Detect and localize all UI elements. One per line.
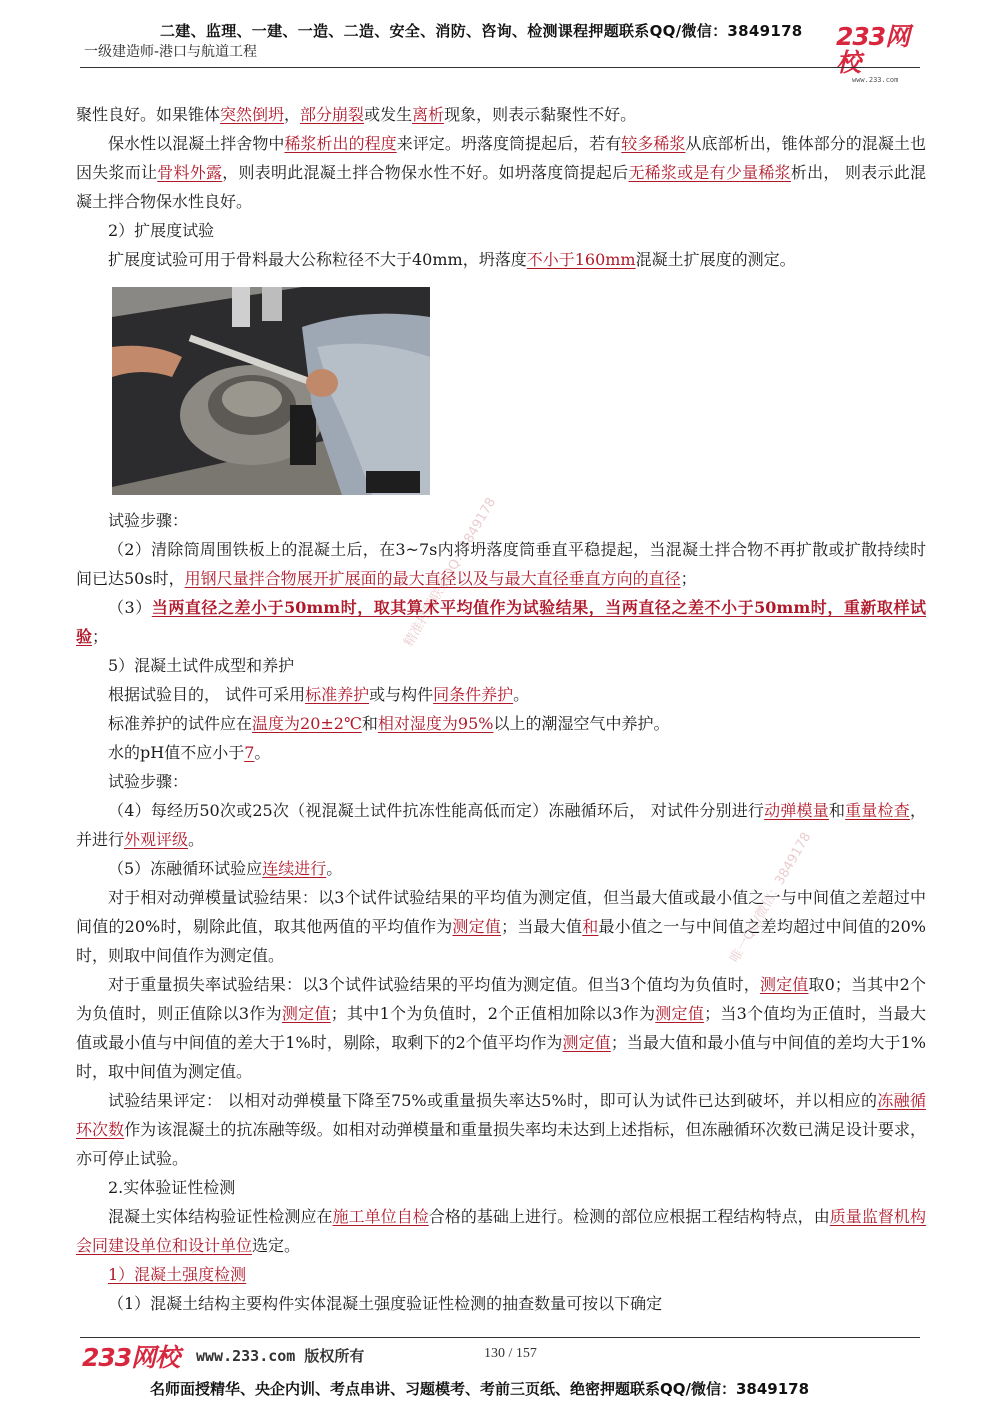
paragraph: 水的pH值不应小于7。 [108, 743, 271, 762]
paragraph: 扩展度试验可用于骨料最大公称粒径不大于40mm，坍落度不小于160mm混凝土扩展度的测定。 [108, 250, 796, 269]
brand-logo [836, 22, 920, 84]
footer-copyright: www.233.com 版权所有 [196, 1347, 365, 1365]
header-subtitle: 一级建造师-港口与航道工程 [84, 44, 258, 60]
section-heading: 2）扩展度试验 [108, 221, 215, 240]
slump-flow-test-photo [112, 287, 430, 495]
header-contact-line: 二建、监理、一建、一造、二造、安全、消防、咨询、检测课程押题联系QQ/微信：3849178 [160, 22, 803, 40]
header-divider [80, 67, 920, 68]
step-item: （3）当两直径之差小于50mm时，取其算术平均值作为试验结果，当两直径之差不小于50mm时，重新取样试验； [76, 598, 926, 646]
footer-contact-line: 名师面授精华、央企内训、考点串讲、习题模考、考前三页纸、绝密押题联系QQ/微信：3849178 [150, 1380, 810, 1398]
page-number: 130 / 157 [484, 1346, 537, 1361]
step-item: （5）冻融循环试验应连续进行。 [108, 859, 343, 878]
paragraph: 保水性以混凝土拌舍物中稀浆析出的程度来评定。坍落度筒提起后，若有较多稀浆从底部析出，锥体部分的混凝土也因失浆而让骨料外露，则表明此混凝土拌合物保水性不好。如坍落度筒提起后无稀浆或是有少量稀浆析出， 则表示此混凝土拌合物保水性良好。 [76, 134, 926, 211]
footer-divider [80, 1337, 920, 1338]
steps-title: 试验步骤： [108, 772, 189, 791]
section-heading: 5）混凝土试件成型和养护 [108, 656, 295, 675]
paragraph: 标准养护的试件应在温度为20±2℃和相对湿度为95%以上的潮湿空气中养护。 [108, 714, 670, 733]
steps-title: 试验步骤： [108, 511, 189, 530]
step-item: （2）清除筒周围铁板上的混凝土后，在3~7s内将坍落度筒垂直平稳提起，当混凝土拌合物不再扩散或扩散持续时间已达50s时，用钢尺量拌合物展开扩展面的最大直径以及与最大直径垂直方向的直径； [76, 540, 926, 588]
section-heading: 1）混凝土强度检测 [108, 1265, 247, 1284]
watermark: 精准押题联系QQ：3849178 [401, 495, 500, 650]
paragraph: 对于重量损失率试验结果：以3个试件试验结果的平均值为测定值。但当3个值均为负值时，测定值取0；当其中2个为负值时，则正值除以3作为测定值；其中1个为负值时，2个正值相加除以3作为测定值；当3个值均为正值时，当最大值或最小值与中间值的差大于1%时，剔除，取剩下的2个值平均作为测定值；当最大值和最小值与中间值的差均大于1%时，取中间值为测定值。 [76, 975, 926, 1081]
document-body [76, 100, 926, 1318]
footer-logo: 233网校 [82, 1343, 180, 1372]
photo-illustration [112, 287, 430, 495]
section-heading: 2.实体验证性检测 [108, 1178, 236, 1197]
brand-logo-url: www.233.com [852, 76, 899, 84]
watermark-2: 唯一QQ/微信：3849178 [727, 830, 815, 966]
paragraph: 根据试验目的， 试件可采用标准养护或与构件同条件养护。 [108, 685, 530, 704]
brand-logo-text: 233网校 [836, 22, 910, 77]
step-item: （4）每经历50次或25次（视混凝土试件抗冻性能高低而定）冻融循环后， 对试件分别进行动弹模量和重量检查，并进行外观评级。 [76, 801, 926, 849]
paragraph: （1）混凝土结构主要构件实体混凝土强度验证性检测的抽查数量可按以下确定 [108, 1294, 663, 1313]
paragraph: 聚性良好。如果锥体突然倒坍，部分崩裂或发生离析现象，则表示黏聚性不好。 [76, 105, 637, 124]
paragraph: 试验结果评定： 以相对动弹模量下降至75%或重量损失率达5%时，即可认为试件已达到破坏，并以相应的冻融循环次数作为该混凝土的抗冻融等级。如相对动弹模量和重量损失率均未达到上述指标，但冻融循环次数已满足设计要求，亦可停止试验。 [76, 1091, 926, 1168]
paragraph: 对于相对动弹模量试验结果：以3个试件试验结果的平均值为测定值，但当最大值或最小值之一与中间值之差超过中间值的20%时，剔除此值，取其他两值的平均值作为测定值；当最大值和最小值之一与中间值之差均超过中间值的20%时，则取中间值作为测定值。 [76, 888, 926, 965]
paragraph: 混凝土实体结构验证性检测应在施工单位自检合格的基础上进行。检测的部位应根据工程结构特点，由质量监督机构会同建设单位和设计单位选定。 [76, 1207, 926, 1255]
